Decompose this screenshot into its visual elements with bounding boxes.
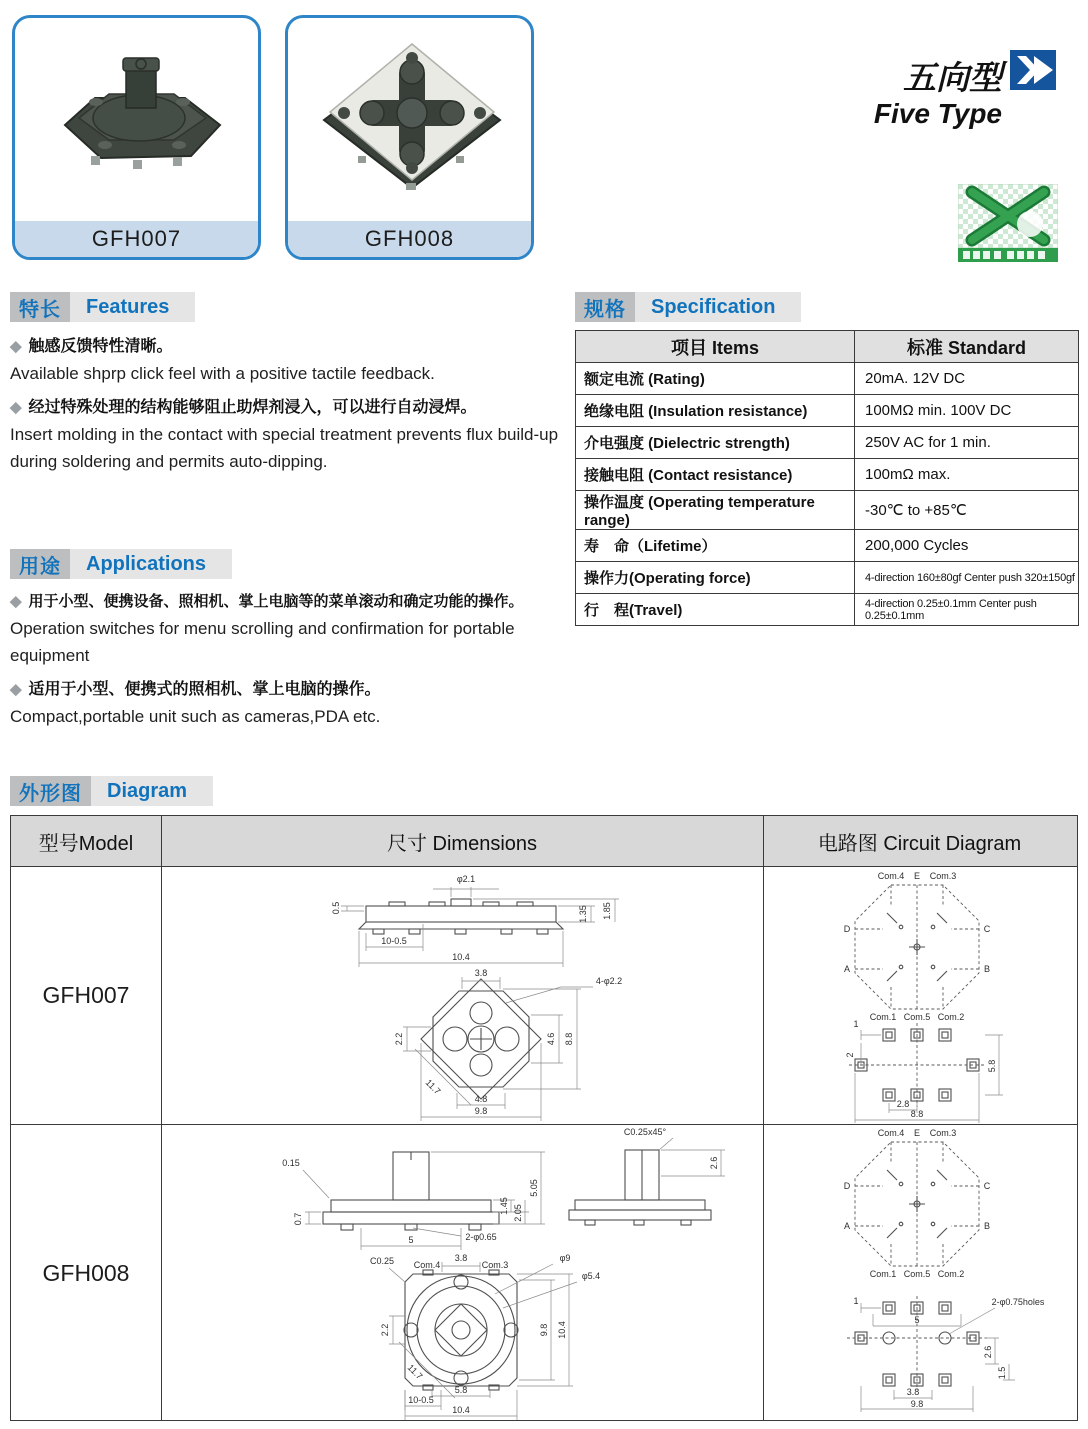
svg-text:D: D — [843, 1181, 851, 1191]
table-row: 操作力(Operating force) 4-direction 160±80gf Center push 320±150gf — [576, 562, 1079, 594]
svg-text:1.5: 1.5 — [997, 1366, 1007, 1380]
features-tag-en: Features — [70, 292, 195, 322]
diagram-section-header — [10, 776, 213, 806]
diagram-header-circuit: 电路图 Circuit Diagram — [817, 832, 1022, 855]
application-text-cn: 用于小型、便携设备、照相机、掌上电脑等的菜单滚动和确定功能的操作。 — [28, 593, 524, 610]
svg-text:8.8: 8.8 — [910, 1109, 924, 1119]
svg-text:11.7: 11.7 — [423, 1077, 443, 1097]
feature-item — [10, 333, 562, 356]
features-section-header — [10, 292, 195, 322]
application-text-cn: 适用于小型、便携式的照相机、掌上电脑的操作。 — [28, 681, 381, 699]
specification-tag-cn: 规格 — [575, 292, 635, 322]
diamond-bullet-icon: ◆ — [10, 399, 22, 417]
gfh007-dimensions-drawing — [161, 867, 763, 1124]
svg-text:5.8: 5.8 — [987, 1059, 997, 1073]
svg-text:2.6: 2.6 — [983, 1345, 993, 1359]
svg-text:2.2: 2.2 — [394, 1032, 404, 1046]
svg-text:Com.2: Com.2 — [937, 1269, 965, 1279]
cert-logo — [958, 184, 1058, 262]
diamond-bullet-icon: ◆ — [10, 681, 22, 699]
forward-arrow-icon — [1010, 50, 1056, 90]
page-title-cn: 五向型 — [903, 59, 1002, 96]
svg-text:C0.25x45°: C0.25x45° — [623, 1127, 667, 1137]
applications-tag-en: Applications — [70, 549, 232, 579]
svg-text:4.6: 4.6 — [546, 1032, 556, 1046]
svg-text:Com.4: Com.4 — [877, 871, 905, 881]
features-body — [10, 326, 562, 476]
svg-text:1.85: 1.85 — [602, 902, 612, 920]
table-row: 额定电流 (Rating) 20mA. 12V DC — [576, 363, 1079, 395]
svg-text:1.35: 1.35 — [578, 905, 588, 923]
svg-text:D: D — [843, 924, 851, 934]
svg-text:9.8: 9.8 — [474, 1106, 488, 1116]
gfh008-product-image — [306, 28, 518, 208]
diagram-table — [10, 815, 1078, 1421]
gfh008-circuit-drawing — [763, 1124, 1079, 1422]
svg-text:3.8: 3.8 — [454, 1253, 468, 1263]
gfh007-product-image — [33, 28, 245, 208]
svg-text:10-0.5: 10-0.5 — [408, 1395, 434, 1405]
product-card-gfh007 — [12, 15, 261, 260]
spec-header-items: 项目 Items — [576, 331, 855, 363]
svg-text:B: B — [983, 1221, 991, 1231]
svg-text:2.2: 2.2 — [380, 1323, 390, 1337]
svg-text:E: E — [913, 871, 921, 881]
diagram-tag-cn: 外形图 — [10, 776, 91, 806]
svg-text:φ2.1: φ2.1 — [456, 874, 476, 884]
svg-text:1.45: 1.45 — [499, 1197, 509, 1215]
product-label: GFH008 — [288, 221, 531, 257]
feature-text-cn: 经过特殊处理的结构能够阻止助焊剂浸入，可以进行自动浸焊。 — [28, 399, 477, 417]
svg-text:10.4: 10.4 — [452, 952, 470, 962]
table-row: 寿 命（Lifetime） 200,000 Cycles — [576, 530, 1079, 562]
table-row: 接触电阻 (Contact resistance) 100mΩ max. — [576, 459, 1079, 491]
model-cell-gfh008: GFH008 — [42, 1259, 130, 1286]
svg-text:Com.3: Com.3 — [929, 871, 957, 881]
feature-item — [10, 394, 562, 417]
svg-text:C: C — [983, 1181, 991, 1191]
diagram-header-model: 型号Model — [38, 832, 134, 855]
svg-text:1: 1 — [853, 1296, 859, 1306]
specification-table — [575, 330, 1079, 626]
svg-text:0.15: 0.15 — [282, 1158, 300, 1168]
table-row: 行 程(Travel) 4-direction 0.25±0.1mm Center push 0.25±0.1mm — [576, 594, 1079, 626]
diamond-bullet-icon: ◆ — [10, 593, 22, 610]
svg-text:4-φ2.2: 4-φ2.2 — [595, 976, 623, 986]
svg-text:11.7: 11.7 — [405, 1362, 425, 1382]
svg-text:Com.1: Com.1 — [869, 1012, 897, 1022]
model-cell-gfh007: GFH007 — [42, 982, 130, 1008]
applications-tag-cn: 用途 — [10, 549, 70, 579]
svg-text:φ9: φ9 — [559, 1253, 571, 1263]
svg-text:Com.2: Com.2 — [937, 1012, 965, 1022]
diagram-tag-en: Diagram — [91, 776, 213, 806]
applications-body — [10, 583, 562, 731]
svg-text:0.7: 0.7 — [293, 1212, 303, 1226]
svg-text:Com.3: Com.3 — [481, 1260, 509, 1270]
feature-text-en: Insert molding in the contact with special treatment prevents flux build-up during soldering and permits auto-dipping. — [10, 425, 559, 472]
svg-text:5.05: 5.05 — [529, 1179, 539, 1197]
svg-text:C0.25: C0.25 — [369, 1256, 395, 1266]
diagram-header-dimensions: 尺寸 Dimensions — [386, 832, 538, 855]
svg-text:10.4: 10.4 — [452, 1405, 470, 1415]
svg-text:1: 1 — [853, 1019, 859, 1029]
svg-text:φ5.4: φ5.4 — [581, 1271, 601, 1281]
feature-text-cn: 触感反馈特性清晰。 — [28, 338, 173, 355]
svg-text:Com.5: Com.5 — [903, 1012, 931, 1022]
feature-text-en: Available shprp click feel with a positive tactile feedback. — [10, 364, 435, 383]
svg-text:2-φ0.65: 2-φ0.65 — [465, 1232, 497, 1242]
product-card-gfh008 — [285, 15, 534, 260]
svg-text:5: 5 — [408, 1235, 414, 1245]
features-tag-cn: 特长 — [10, 292, 70, 322]
svg-text:4.8: 4.8 — [474, 1094, 488, 1104]
svg-text:3.8: 3.8 — [906, 1387, 920, 1397]
svg-text:2: 2 — [845, 1052, 855, 1058]
product-label: GFH007 — [15, 221, 258, 257]
svg-text:A: A — [843, 1221, 851, 1231]
svg-text:9.8: 9.8 — [539, 1323, 549, 1337]
svg-text:10-0.5: 10-0.5 — [381, 936, 407, 946]
svg-text:5: 5 — [914, 1315, 920, 1325]
svg-text:A: A — [843, 964, 851, 974]
svg-text:B: B — [983, 964, 991, 974]
svg-text:2.8: 2.8 — [896, 1099, 910, 1109]
application-item — [10, 590, 562, 611]
svg-text:5.8: 5.8 — [454, 1385, 468, 1395]
svg-text:9.8: 9.8 — [910, 1399, 924, 1409]
page-title-en: Five Type — [873, 98, 1002, 129]
svg-text:2-φ0.75holes: 2-φ0.75holes — [991, 1297, 1045, 1307]
svg-text:10.4: 10.4 — [557, 1321, 567, 1339]
application-text-en: Compact,portable unit such as cameras,PDA etc. — [10, 707, 381, 727]
applications-section-header — [10, 549, 232, 579]
specification-section-header — [575, 292, 801, 322]
svg-text:3.8: 3.8 — [474, 968, 488, 978]
diamond-bullet-icon: ◆ — [10, 338, 22, 355]
svg-text:Com.1: Com.1 — [869, 1269, 897, 1279]
diagram-table-header — [11, 816, 1077, 867]
specification-tag-en: Specification — [635, 292, 801, 322]
spec-header-row — [576, 331, 1079, 363]
svg-text:Com.5: Com.5 — [903, 1269, 931, 1279]
table-row: 介电强度 (Dielectric strength) 250V AC for 1 min. — [576, 427, 1079, 459]
svg-text:C: C — [983, 924, 991, 934]
svg-text:8.8: 8.8 — [564, 1032, 574, 1046]
svg-text:2.6: 2.6 — [709, 1156, 719, 1170]
gfh008-dimensions-drawing — [161, 1124, 763, 1422]
svg-text:2.05: 2.05 — [513, 1204, 523, 1222]
gfh007-circuit-drawing — [763, 867, 1079, 1124]
spec-header-standard: 标准 Standard — [855, 331, 1079, 363]
svg-text:Com.4: Com.4 — [413, 1260, 441, 1270]
table-row: 绝缘电阻 (Insulation resistance) 100MΩ min. 100V DC — [576, 395, 1079, 427]
application-item — [10, 676, 562, 699]
svg-text:E: E — [913, 1128, 921, 1138]
svg-text:0.5: 0.5 — [331, 901, 341, 915]
svg-text:Com.3: Com.3 — [929, 1128, 957, 1138]
table-row: 操作温度 (Operating temperature range) -30℃ to +85℃ — [576, 491, 1079, 530]
application-text-en: Operation switches for menu scrolling and confirmation for portable equipment — [10, 619, 515, 666]
svg-text:Com.4: Com.4 — [877, 1128, 905, 1138]
